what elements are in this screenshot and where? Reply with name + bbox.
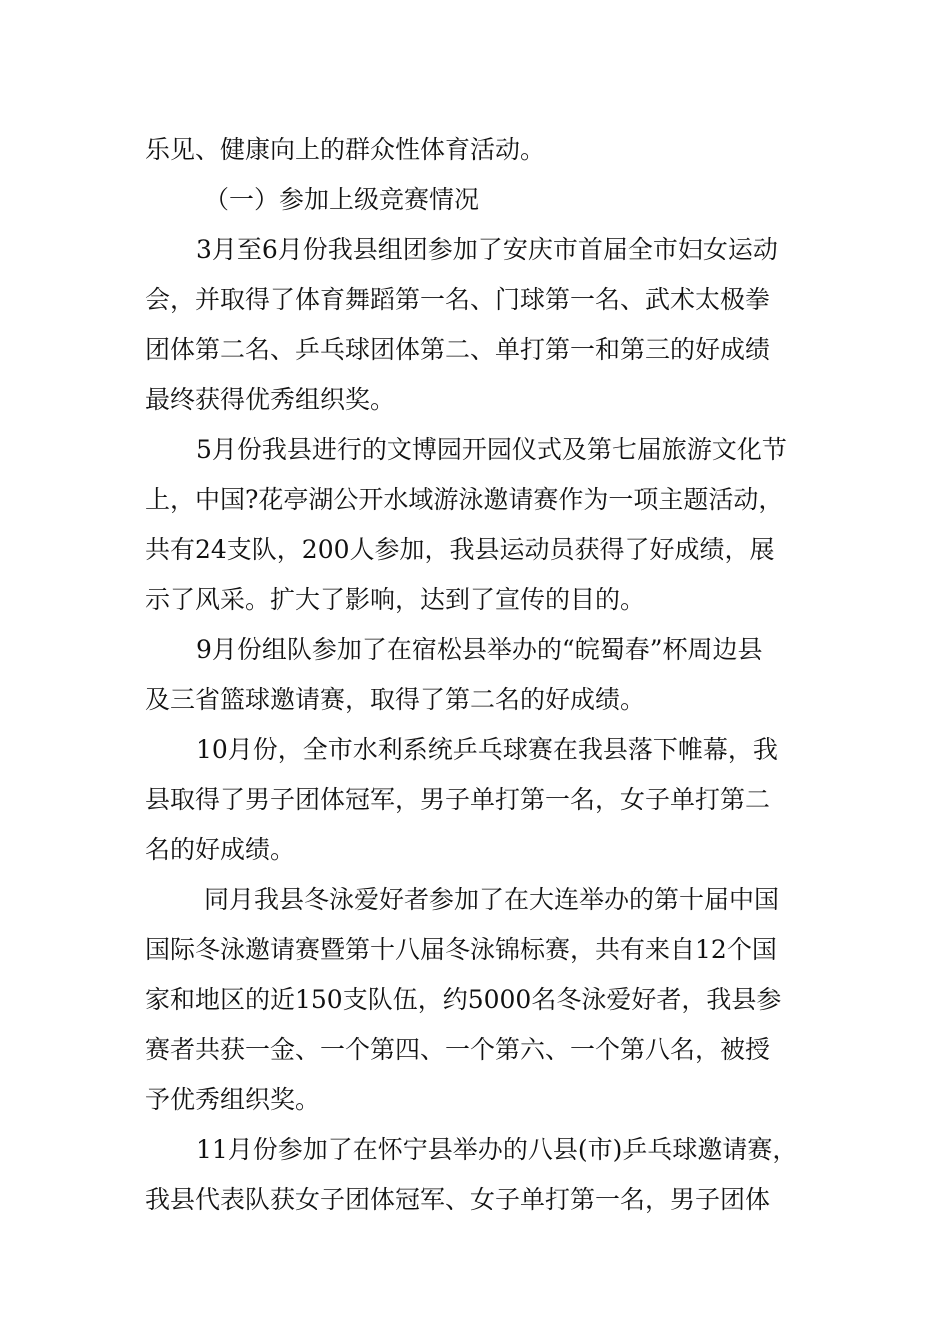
text-line: 上，中国?花亭湖公开水域游泳邀请赛作为一项主题活动， [145,485,784,514]
text-line: 示了风采。扩大了影响，达到了宣传的目的。 [145,585,646,614]
section-heading: （一）参加上级竞赛情况 [204,185,480,214]
text-line: 9月份组队参加了在宿松县举办的“皖蜀春”杯周边县 [196,635,763,664]
text-line: 11月份参加了在怀宁县举办的八县(市)乒乓球邀请赛， [196,1135,798,1164]
text-line: 5月份我县进行的文博园开园仪式及第七届旅游文化节 [196,435,787,464]
text-line: 名的好成绩。 [145,835,296,864]
text-line: 乐见、健康向上的群众性体育活动。 [145,135,546,164]
text-line: 家和地区的近150支队伍，约5000名冬泳爱好者，我县参 [145,985,782,1014]
text-line: 10月份，全市水利系统乒乓球赛在我县落下帷幕，我 [196,735,778,764]
text-line: 国际冬泳邀请赛暨第十八届冬泳锦标赛，共有来自12个国 [145,935,777,964]
text-line: 及三省篮球邀请赛，取得了第二名的好成绩。 [145,685,646,714]
text-line: 3月至6月份我县组团参加了安庆市首届全市妇女运动 [196,235,778,264]
text-line: 县取得了男子团体冠军，男子单打第一名，女子单打第二 [145,785,771,814]
text-line: 会，并取得了体育舞蹈第一名、门球第一名、武术太极拳 [145,285,771,314]
text-line: 共有24支队，200人参加，我县运动员获得了好成绩，展 [145,535,775,564]
text-line: 赛者共获一金、一个第四、一个第六、一个第八名，被授 [145,1035,771,1064]
text-line: 予优秀组织奖。 [145,1085,321,1114]
text-line: 最终获得优秀组织奖。 [145,385,396,414]
text-line: 我县代表队获女子团体冠军、女子单打第一名，男子团体 [145,1185,771,1214]
text-line: 同月我县冬泳爱好者参加了在大连举办的第十届中国 [204,885,780,914]
text-line: 团体第二名、乒乓球团体第二、单打第一和第三的好成绩 [145,335,771,364]
